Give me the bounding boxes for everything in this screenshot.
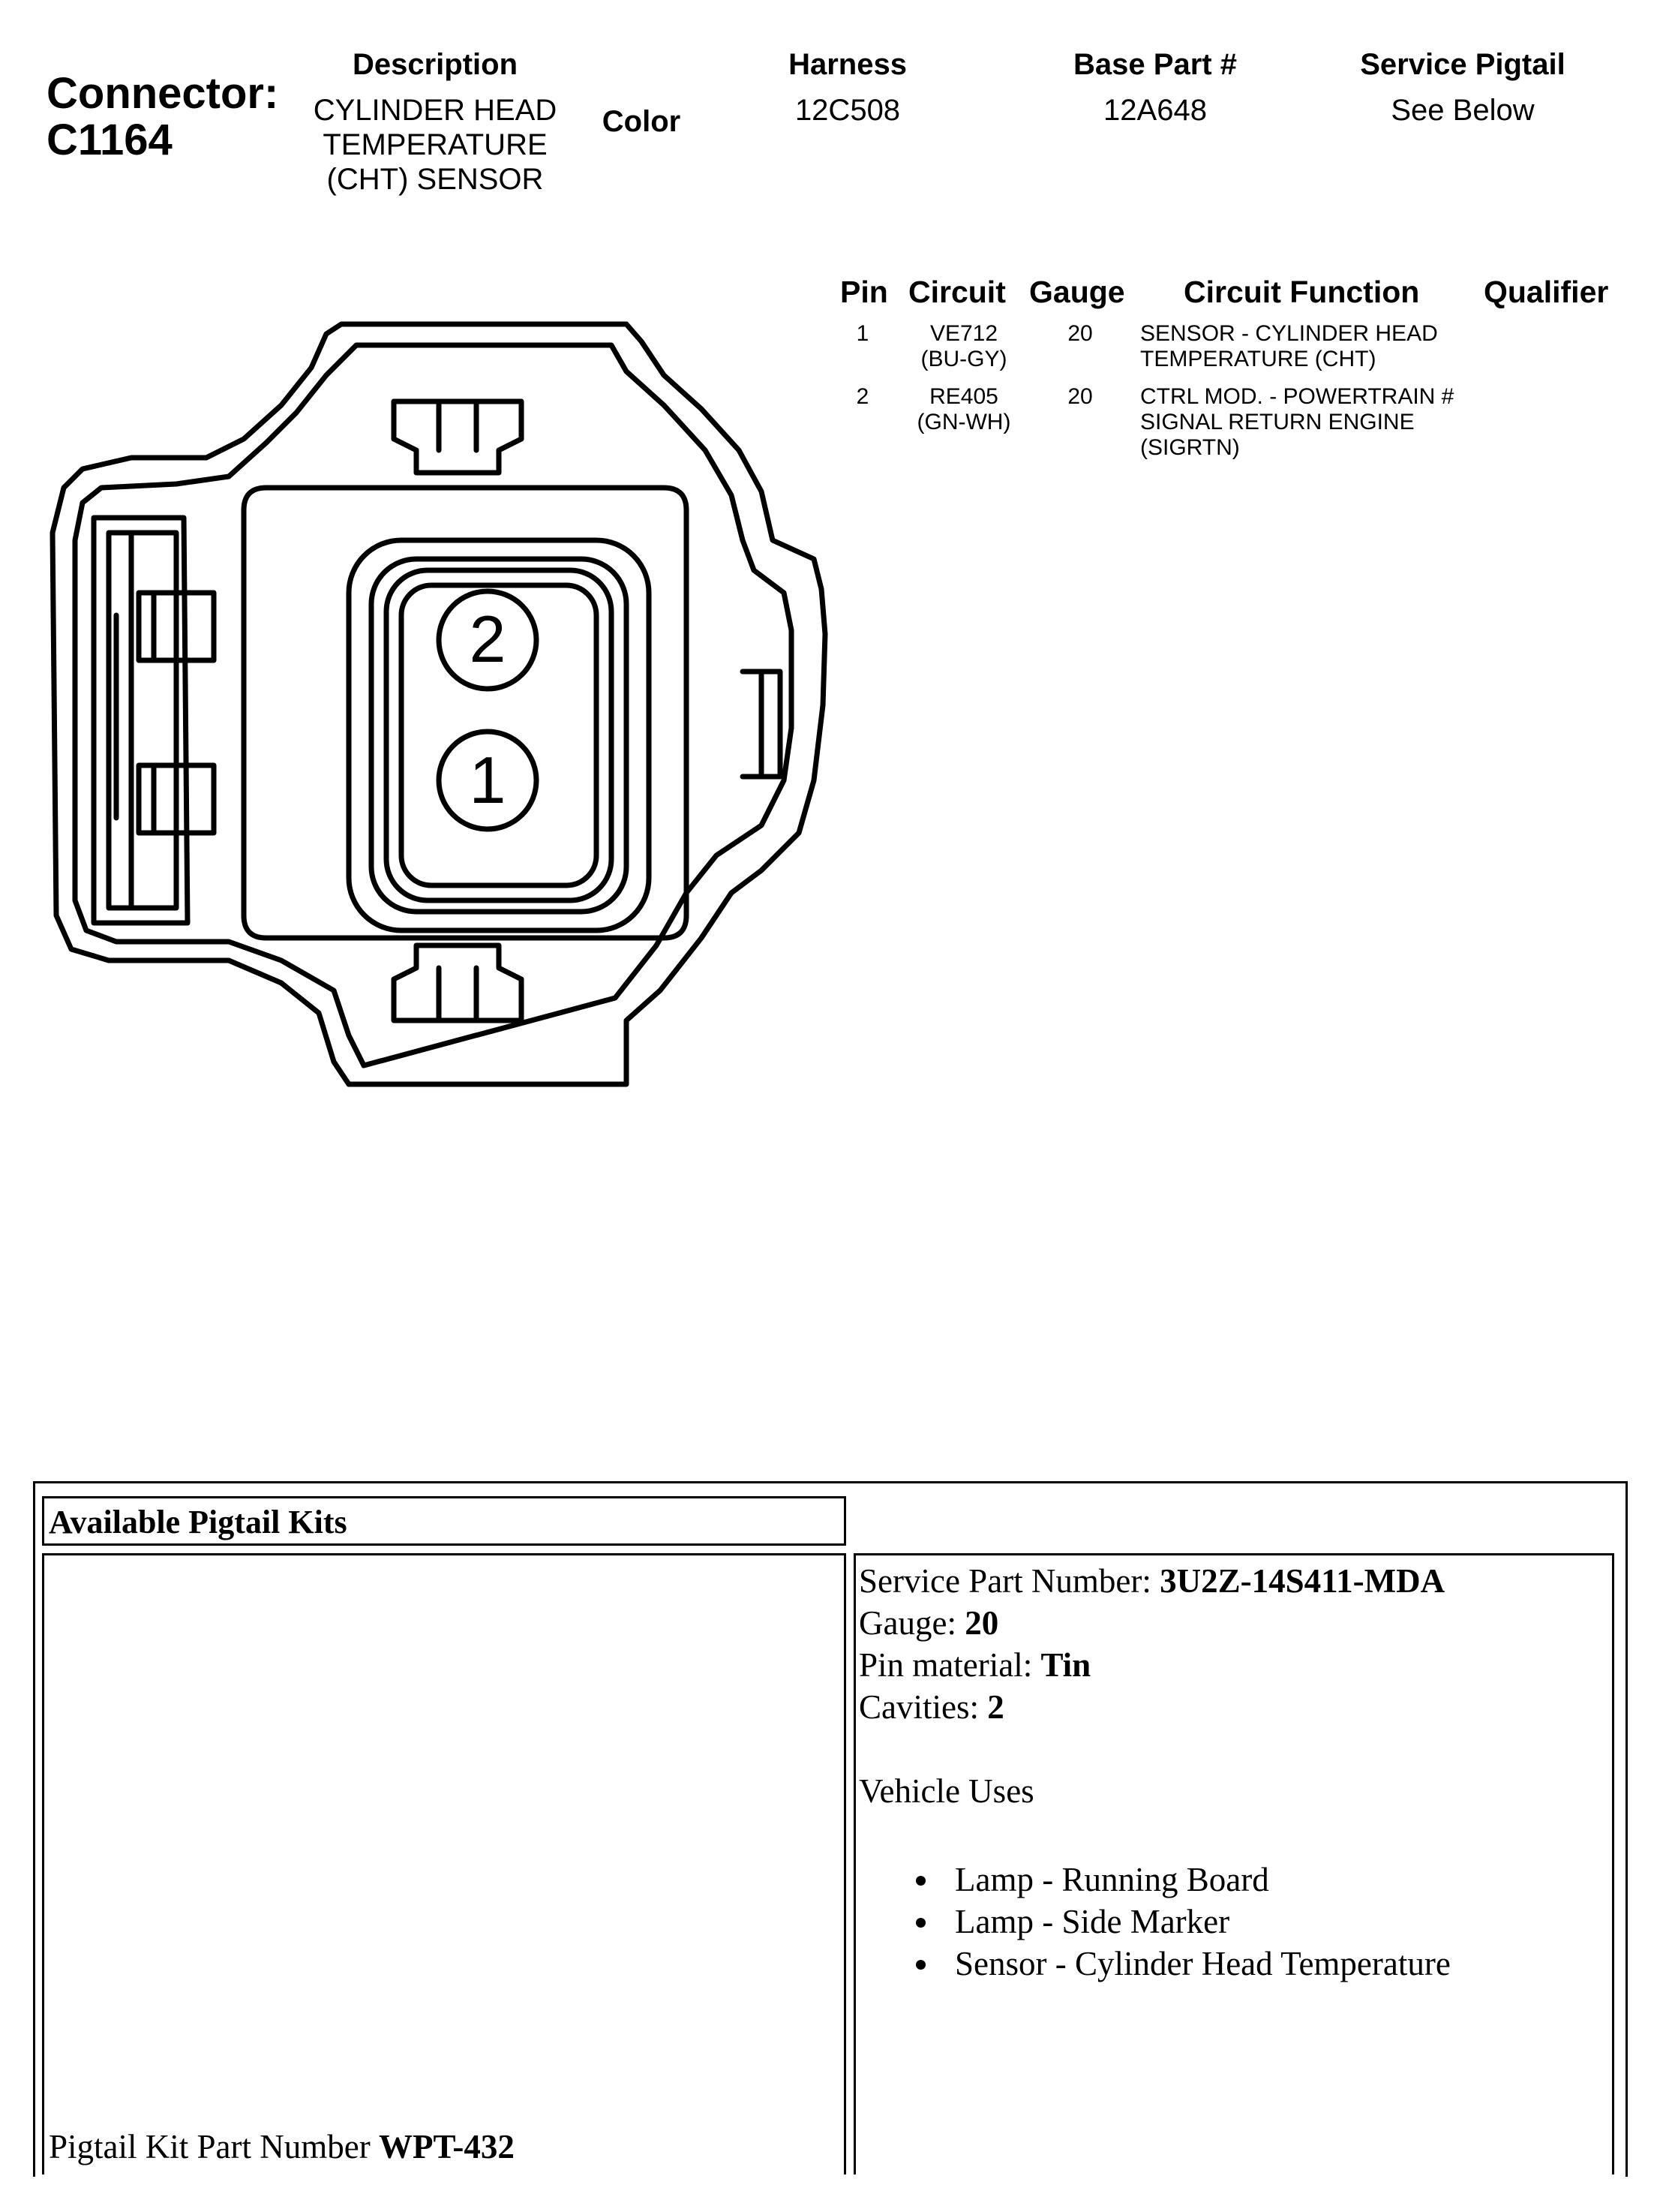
pin-column-header: Pin (840, 275, 888, 309)
harness-value: 12C508 (794, 94, 901, 127)
function-line: (SIGRTN) (1140, 435, 1240, 460)
vehicle-use-text: Lamp - Side Marker (955, 1903, 1230, 1940)
qualifier-column-header: Qualifier (1484, 275, 1609, 309)
gauge-row (859, 1602, 1609, 1644)
service-part-number (859, 1560, 1609, 1602)
connector-id: C1164 (47, 116, 173, 164)
vehicle-use-item (902, 1901, 1609, 1943)
bottom-key (394, 945, 521, 1020)
circuit-id: RE405 (929, 384, 998, 409)
base-part-heading: Base Part # (1073, 48, 1237, 81)
vehicle-use-item (902, 1943, 1609, 1985)
kit-part-label: Pigtail Kit Part Number (49, 2128, 379, 2165)
circuit-column-header: Circuit (908, 275, 1006, 309)
pigtail-details (859, 1560, 1609, 1985)
circuit-color: (GN-WH) (917, 410, 1011, 434)
vehicle-use-text: Sensor - Cylinder Head Temperature (955, 1945, 1451, 1982)
vehicle-uses-list (902, 1859, 1609, 1985)
gauge-value: 20 (965, 1604, 999, 1642)
function-line: TEMPERATURE (CHT) (1140, 347, 1376, 371)
vehicle-uses-heading: Vehicle Uses (859, 1772, 1034, 1810)
connector-heading (47, 71, 278, 164)
pin-material-row (859, 1644, 1609, 1686)
description-line: (CHT) SENSOR (326, 163, 544, 196)
description-heading: Description (352, 48, 518, 81)
connector-label: Connector: (47, 69, 279, 118)
bullet-icon (916, 1918, 926, 1928)
cavity-body (244, 488, 686, 938)
vehicle-use-item (902, 1859, 1609, 1901)
function-line: CTRL MOD. - POWERTRAIN # (1140, 384, 1454, 409)
pin-number: 1 (856, 321, 869, 346)
function-cell (1140, 384, 1454, 461)
color-heading: Color (602, 105, 681, 138)
cavities-row (859, 1686, 1609, 1728)
gauge-label: Gauge: (859, 1604, 965, 1642)
service-pigtail-heading: Service Pigtail (1360, 48, 1565, 81)
pigtail-title-cell (42, 1496, 846, 1546)
gauge-column-header: Gauge (1029, 275, 1125, 309)
description-line: CYLINDER HEAD (313, 94, 557, 127)
base-part-value: 12A648 (1103, 94, 1207, 127)
cavities-label: Cavities: (859, 1688, 988, 1726)
function-line: SENSOR - CYLINDER HEAD (1140, 321, 1438, 346)
pigtail-kit-part-number (49, 2126, 515, 2168)
service-part-value: 3U2Z-14S411-MDA (1160, 1562, 1445, 1600)
gauge-cell: 20 (1067, 321, 1093, 346)
pigtail-title: Available Pigtail Kits (49, 1504, 347, 1540)
circuit-color: (BU-GY) (920, 347, 1007, 371)
bullet-icon (916, 1960, 926, 1970)
pin-number: 2 (856, 384, 869, 409)
function-column-header: Circuit Function (1184, 275, 1420, 309)
top-key (394, 401, 521, 473)
kit-part-value: WPT-432 (378, 2128, 515, 2165)
pin-1-label: 1 (469, 743, 506, 817)
circuit-cell (893, 384, 1035, 435)
connector-face-diagram (41, 300, 829, 1111)
pigtail-image-cell (42, 1553, 846, 2174)
function-cell (1140, 321, 1438, 372)
function-line: SIGNAL RETURN ENGINE (1140, 410, 1415, 434)
pin-material-value: Tin (1040, 1646, 1091, 1684)
circuit-id: VE712 (929, 321, 998, 346)
vehicle-use-text: Lamp - Running Board (955, 1861, 1269, 1898)
pigtail-details-cell (854, 1553, 1614, 2174)
pin-2-label: 2 (469, 602, 506, 676)
cavities-value: 2 (987, 1688, 1004, 1726)
description-value (285, 93, 585, 197)
description-line: TEMPERATURE (323, 128, 548, 161)
pin-material-label: Pin material: (859, 1646, 1041, 1684)
service-part-label: Service Part Number: (859, 1562, 1160, 1600)
gauge-cell: 20 (1067, 384, 1093, 409)
service-pigtail-value: See Below (1391, 94, 1535, 127)
circuit-cell (893, 321, 1035, 372)
bullet-icon (916, 1876, 926, 1886)
harness-heading: Harness (788, 48, 907, 81)
